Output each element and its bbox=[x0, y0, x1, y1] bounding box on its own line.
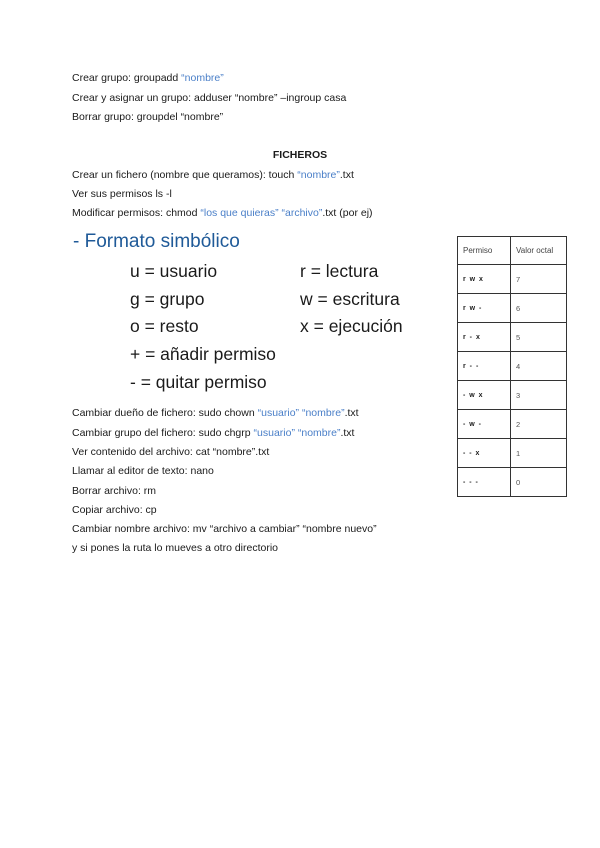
highlight-text: “los que quieras” “archivo” bbox=[200, 207, 323, 219]
line-text: Cambiar grupo del fichero: sudo chgrp bbox=[72, 427, 254, 439]
table-row bbox=[458, 381, 567, 410]
perm-cell: r w x bbox=[458, 265, 511, 294]
line-text: .txt bbox=[344, 407, 359, 419]
highlight-text: “nombre” bbox=[297, 169, 340, 181]
table-row bbox=[458, 265, 567, 294]
table-row bbox=[458, 323, 567, 352]
symbol-x: x = ejecución bbox=[300, 316, 403, 336]
octal-cell: 1 bbox=[511, 439, 567, 468]
text-mv-note: y si pones la ruta lo mueves a otro directorio bbox=[72, 542, 279, 554]
text-chgrp bbox=[72, 426, 354, 440]
octal-cell: 6 bbox=[511, 294, 567, 323]
text-mv: Cambiar nombre archivo: mv “archivo a cambiar” “nombre nuevo” bbox=[72, 523, 377, 535]
line-text: Crear un fichero (nombre que queramos): touch bbox=[72, 169, 298, 181]
text-nano: Llamar al editor de texto: nano bbox=[72, 465, 214, 477]
perm-cell: - - - bbox=[458, 468, 511, 497]
octal-cell: 7 bbox=[511, 265, 567, 294]
text-cat: Ver contenido del archivo: cat “nombre”.txt bbox=[72, 446, 270, 458]
symbol-r: r = lectura bbox=[300, 261, 379, 281]
text-crear-asignar-grupo: Crear y asignar un grupo: adduser “nombre” –ingroup casa bbox=[72, 92, 347, 104]
table-row bbox=[458, 352, 567, 381]
table-header-row bbox=[458, 237, 567, 265]
line-text: Modificar permisos: chmod bbox=[72, 207, 201, 219]
octal-cell: 3 bbox=[511, 381, 567, 410]
table-row bbox=[458, 468, 567, 497]
text-ver-permisos: Ver sus permisos ls -l bbox=[72, 188, 172, 200]
octal-cell: 0 bbox=[511, 468, 567, 497]
perm-cell: r - - bbox=[458, 352, 511, 381]
perm-cell: - w x bbox=[458, 381, 511, 410]
symbol-o: o = resto bbox=[130, 316, 199, 336]
octal-cell: 5 bbox=[511, 323, 567, 352]
perm-cell: - - x bbox=[458, 439, 511, 468]
text-crear-grupo bbox=[72, 71, 224, 85]
text-cp: Copiar archivo: cp bbox=[72, 504, 157, 516]
highlight-text: “usuario” “nombre” bbox=[257, 407, 345, 419]
symbol-minus: - = quitar permiso bbox=[130, 372, 267, 392]
header-valor-octal: Valor octal bbox=[511, 237, 567, 265]
table-row bbox=[458, 294, 567, 323]
table-row bbox=[458, 410, 567, 439]
permissions-table bbox=[457, 236, 567, 497]
line-text: .txt bbox=[339, 169, 354, 181]
section-heading-ficheros: FICHEROS bbox=[272, 149, 328, 161]
perm-cell: r - x bbox=[458, 323, 511, 352]
symbol-g: g = grupo bbox=[130, 289, 205, 309]
text-crear-fichero bbox=[72, 168, 354, 182]
text-borrar-grupo: Borrar grupo: groupdel “nombre” bbox=[72, 111, 224, 123]
text-chown bbox=[72, 406, 359, 420]
line-text: Crear grupo: groupadd bbox=[72, 72, 182, 84]
line-text: .txt (por ej) bbox=[322, 207, 373, 219]
symbol-w: w = escritura bbox=[300, 289, 400, 309]
table-row bbox=[458, 439, 567, 468]
symbolic-format-title: - Formato simbólico bbox=[73, 231, 240, 252]
line-text: .txt bbox=[340, 427, 355, 439]
text-rm: Borrar archivo: rm bbox=[72, 485, 157, 497]
symbol-u: u = usuario bbox=[130, 261, 218, 281]
perm-cell: - w - bbox=[458, 410, 511, 439]
text-modificar-permisos bbox=[72, 206, 373, 220]
perm-cell: r w - bbox=[458, 294, 511, 323]
octal-cell: 2 bbox=[511, 410, 567, 439]
line-text: Cambiar dueño de fichero: sudo chown bbox=[72, 407, 258, 419]
header-permiso: Permiso bbox=[458, 237, 511, 265]
highlight-text: “usuario” “nombre” bbox=[253, 427, 341, 439]
octal-cell: 4 bbox=[511, 352, 567, 381]
symbol-plus: + = añadir permiso bbox=[130, 344, 276, 364]
highlight-text: “nombre” bbox=[181, 72, 224, 84]
